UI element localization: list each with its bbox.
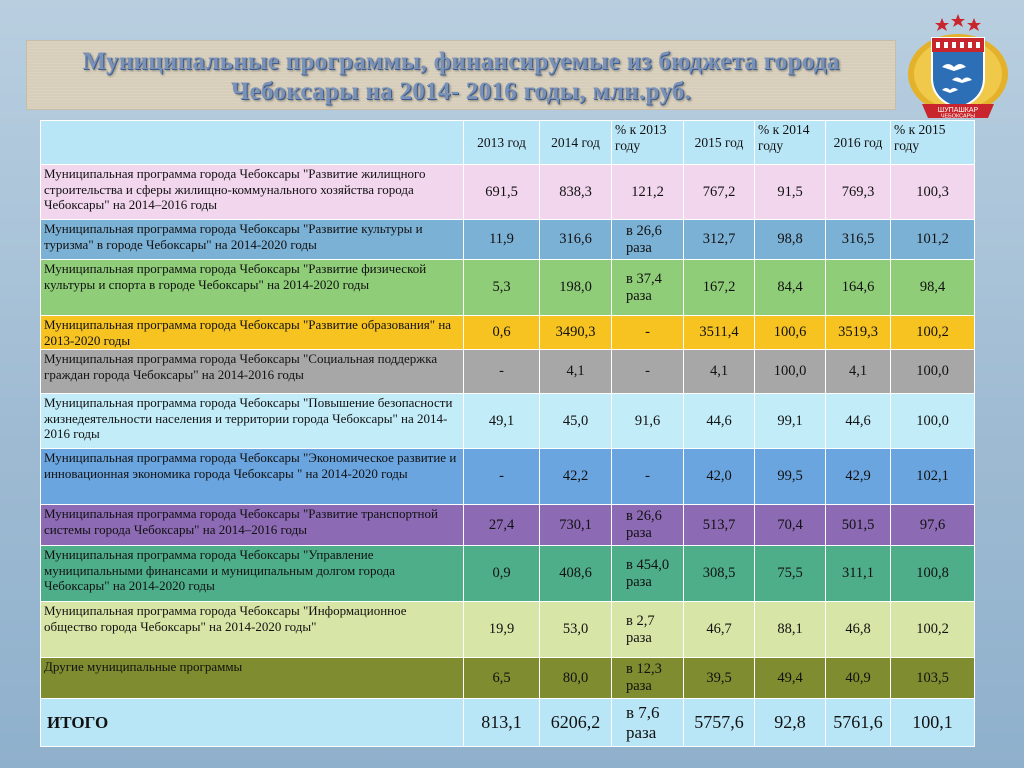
value-cell: 100,8 bbox=[891, 546, 975, 602]
value-cell: 769,3 bbox=[826, 165, 891, 220]
value-cell: 97,6 bbox=[891, 505, 975, 546]
value-cell: 0,6 bbox=[464, 316, 540, 350]
header-pct-2015: % к 2015 году bbox=[891, 121, 975, 165]
value-cell: 408,6 bbox=[540, 546, 612, 602]
value-cell: 49,4 bbox=[755, 658, 826, 699]
value-cell: 100,3 bbox=[891, 165, 975, 220]
value-cell: 6,5 bbox=[464, 658, 540, 699]
program-name: Муниципальная программа города Чебоксары "Развитие транспортной системы города Чебоксары" на 2014–2016 годы bbox=[41, 505, 464, 546]
value-cell: в 2,7 раза bbox=[612, 602, 684, 658]
value-cell: 316,5 bbox=[826, 220, 891, 260]
value-cell: 767,2 bbox=[684, 165, 755, 220]
value-cell: 121,2 bbox=[612, 165, 684, 220]
value-cell: 42,9 bbox=[826, 449, 891, 505]
value-cell: - bbox=[612, 449, 684, 505]
total-value-cell: 6206,2 bbox=[540, 699, 612, 747]
title-line-1: Муниципальные программы, финансируемые из бюджета города bbox=[82, 48, 840, 75]
value-cell: 101,2 bbox=[891, 220, 975, 260]
value-cell: 4,1 bbox=[684, 350, 755, 394]
value-cell: 91,5 bbox=[755, 165, 826, 220]
value-cell: 49,1 bbox=[464, 394, 540, 449]
value-cell: 42,2 bbox=[540, 449, 612, 505]
value-cell: 308,5 bbox=[684, 546, 755, 602]
total-value-cell: 5761,6 bbox=[826, 699, 891, 747]
value-cell: 100,2 bbox=[891, 316, 975, 350]
value-cell: 838,3 bbox=[540, 165, 612, 220]
program-name: Муниципальная программа города Чебоксары "Развитие культуры и туризма" в городе Чебоксары" на 2014-2020 годы bbox=[41, 220, 464, 260]
value-cell: 39,5 bbox=[684, 658, 755, 699]
table-row bbox=[41, 394, 975, 449]
value-cell: 53,0 bbox=[540, 602, 612, 658]
value-cell: 46,7 bbox=[684, 602, 755, 658]
value-cell: в 12,3 раза bbox=[612, 658, 684, 699]
value-cell: 42,0 bbox=[684, 449, 755, 505]
header-2014: 2014 год bbox=[540, 121, 612, 165]
table-row bbox=[41, 546, 975, 602]
value-cell: 44,6 bbox=[684, 394, 755, 449]
total-value-cell: 100,1 bbox=[891, 699, 975, 747]
value-cell: 100,0 bbox=[891, 394, 975, 449]
header-pct-2013: % к 2013 году bbox=[612, 121, 684, 165]
value-cell: 167,2 bbox=[684, 260, 755, 316]
value-cell: в 26,6 раза bbox=[612, 505, 684, 546]
table-row bbox=[41, 505, 975, 546]
value-cell: 3519,3 bbox=[826, 316, 891, 350]
table-row bbox=[41, 316, 975, 350]
program-name: Муниципальная программа города Чебоксары "Управление муниципальными финансами и муниципальным долгом города Чебоксары" на 2014-2020 годы bbox=[41, 546, 464, 602]
value-cell: 4,1 bbox=[540, 350, 612, 394]
program-name: Муниципальная программа города Чебоксары "Информационное общество города Чебоксары" на 2014-2020 годы" bbox=[41, 602, 464, 658]
value-cell: 84,4 bbox=[755, 260, 826, 316]
value-cell: 501,5 bbox=[826, 505, 891, 546]
program-name: Муниципальная программа города Чебоксары "Социальная поддержка граждан города Чебоксары" на 2014-2016 годы bbox=[41, 350, 464, 394]
value-cell: 45,0 bbox=[540, 394, 612, 449]
header-row bbox=[41, 121, 975, 165]
value-cell: 5,3 bbox=[464, 260, 540, 316]
value-cell: 0,9 bbox=[464, 546, 540, 602]
table-row bbox=[41, 260, 975, 316]
value-cell: 316,6 bbox=[540, 220, 612, 260]
header-2016: 2016 год bbox=[826, 121, 891, 165]
header-program bbox=[41, 121, 464, 165]
value-cell: 198,0 bbox=[540, 260, 612, 316]
value-cell: 70,4 bbox=[755, 505, 826, 546]
header-2013: 2013 год bbox=[464, 121, 540, 165]
table-row bbox=[41, 220, 975, 260]
value-cell: 100,2 bbox=[891, 602, 975, 658]
value-cell: 46,8 bbox=[826, 602, 891, 658]
total-value-cell: 813,1 bbox=[464, 699, 540, 747]
program-name: Муниципальная программа города Чебоксары "Повышение безопасности жизнедеятельности населения и территории города Чебоксары" на 2014-2016 годы bbox=[41, 394, 464, 449]
value-cell: 27,4 bbox=[464, 505, 540, 546]
value-cell: 102,1 bbox=[891, 449, 975, 505]
value-cell: в 454,0 раза bbox=[612, 546, 684, 602]
value-cell: 19,9 bbox=[464, 602, 540, 658]
value-cell: 98,4 bbox=[891, 260, 975, 316]
emblem-caption-top: ШУПАШКАР bbox=[937, 107, 979, 114]
value-cell: 513,7 bbox=[684, 505, 755, 546]
value-cell: 164,6 bbox=[826, 260, 891, 316]
value-cell: - bbox=[464, 449, 540, 505]
value-cell: 44,6 bbox=[826, 394, 891, 449]
value-cell: 4,1 bbox=[826, 350, 891, 394]
value-cell: 99,1 bbox=[755, 394, 826, 449]
table-row bbox=[41, 602, 975, 658]
total-value-cell: 92,8 bbox=[755, 699, 826, 747]
value-cell: - bbox=[464, 350, 540, 394]
value-cell: 91,6 bbox=[612, 394, 684, 449]
total-row bbox=[41, 699, 975, 747]
value-cell: 3490,3 bbox=[540, 316, 612, 350]
value-cell: 80,0 bbox=[540, 658, 612, 699]
program-name: Муниципальная программа города Чебоксары "Развитие физической культуры и спорта в городе Чебоксары" на 2014-2020 годы bbox=[41, 260, 464, 316]
total-value-cell: 5757,6 bbox=[684, 699, 755, 747]
value-cell: в 37,4 раза bbox=[612, 260, 684, 316]
value-cell: в 26,6 раза bbox=[612, 220, 684, 260]
value-cell: 730,1 bbox=[540, 505, 612, 546]
value-cell: 99,5 bbox=[755, 449, 826, 505]
programs-table bbox=[40, 120, 975, 747]
table-row bbox=[41, 350, 975, 394]
value-cell: - bbox=[612, 316, 684, 350]
value-cell: 100,0 bbox=[891, 350, 975, 394]
total-value-cell: в 7,6 раза bbox=[612, 699, 684, 747]
program-name: Другие муниципальные программы bbox=[41, 658, 464, 699]
total-label: ИТОГО bbox=[41, 699, 464, 747]
value-cell: 40,9 bbox=[826, 658, 891, 699]
value-cell: - bbox=[612, 350, 684, 394]
header-pct-2014: % к 2014 году bbox=[755, 121, 826, 165]
program-name: Муниципальная программа города Чебоксары "Развитие жилищного строительства и сферы жилищно-коммунального хозяйства города Чебоксары" на 2014–2016 годы bbox=[41, 165, 464, 220]
table-row bbox=[41, 658, 975, 699]
cheboksary-coat-of-arms-icon bbox=[902, 12, 1014, 122]
value-cell: 312,7 bbox=[684, 220, 755, 260]
table-row bbox=[41, 165, 975, 220]
value-cell: 3511,4 bbox=[684, 316, 755, 350]
value-cell: 11,9 bbox=[464, 220, 540, 260]
table-row bbox=[41, 449, 975, 505]
title-banner bbox=[26, 40, 896, 110]
title-line-2: Чебоксары на 2014- 2016 годы, млн.руб. bbox=[230, 78, 692, 105]
program-name: Муниципальная программа города Чебоксары "Экономическое развитие и инновационная экономика города Чебоксары " на 2014-2020 годы bbox=[41, 449, 464, 505]
value-cell: 691,5 bbox=[464, 165, 540, 220]
header-2015: 2015 год bbox=[684, 121, 755, 165]
program-name: Муниципальная программа города Чебоксары "Развитие образования" на 2013-2020 годы bbox=[41, 316, 464, 350]
value-cell: 100,0 bbox=[755, 350, 826, 394]
value-cell: 88,1 bbox=[755, 602, 826, 658]
value-cell: 75,5 bbox=[755, 546, 826, 602]
value-cell: 100,6 bbox=[755, 316, 826, 350]
value-cell: 98,8 bbox=[755, 220, 826, 260]
value-cell: 311,1 bbox=[826, 546, 891, 602]
value-cell: 103,5 bbox=[891, 658, 975, 699]
emblem-caption-bottom: ЧЕБОКСАРЫ bbox=[940, 113, 976, 120]
